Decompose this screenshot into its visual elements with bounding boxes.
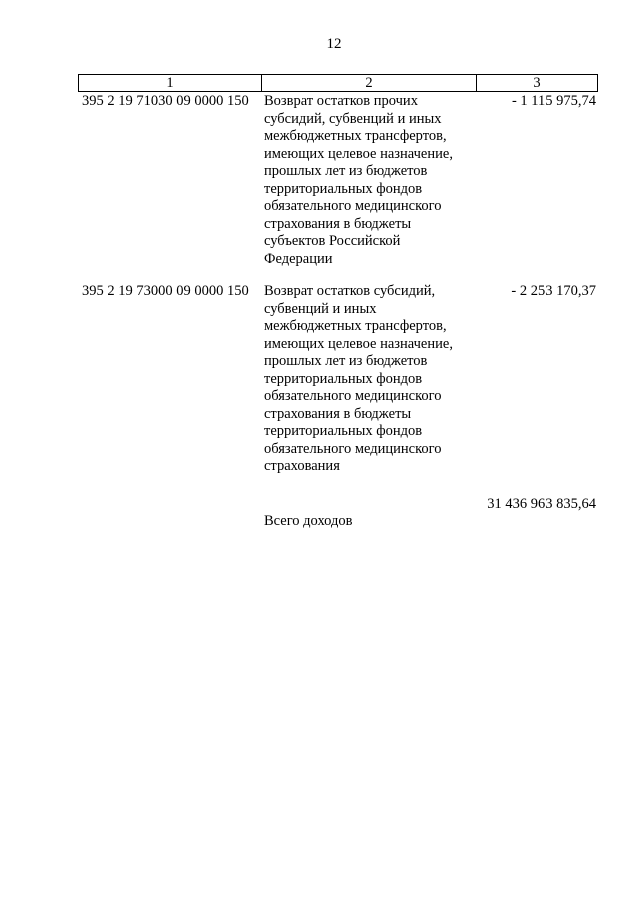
income-name-cell: Возврат остатков прочих субсидий, субвенций и иных межбюджетных трансфертов, имеющих целевое назначение, прошлых лет из бюджетов территориальных фондов обязательного медицинского страхования в бюджеты субъектов Российской Федерации [264, 93, 453, 267]
budget-code-cell: 395 2 19 73000 09 0000 150 [82, 283, 249, 299]
budget-code-cell: 395 2 19 71030 09 0000 150 [82, 93, 249, 109]
column-header-1: 1 [79, 75, 262, 91]
table-row [78, 283, 598, 476]
amount-cell: - 1 115 975,74 [511, 93, 596, 109]
table-header-row [78, 74, 598, 92]
income-name-cell: Возврат остатков субсидий, субвенций и иных межбюджетных трансфертов, имеющих целевое назначение, прошлых лет из бюджетов территориальных фондов обязательного медицинского страхования в бюджеты территориальных фондов обязательного медицинского страхования [264, 283, 453, 474]
table-row [78, 93, 598, 268]
total-code-cell [78, 496, 260, 531]
page-number: 12 [326, 36, 342, 52]
column-header-3: 3 [533, 75, 541, 91]
column-header-2: 2 [262, 75, 477, 91]
total-label: Всего доходов [264, 513, 353, 529]
total-row [78, 496, 598, 531]
total-amount: 31 436 963 835,64 [487, 496, 596, 512]
amount-cell: - 2 253 170,37 [511, 283, 596, 299]
